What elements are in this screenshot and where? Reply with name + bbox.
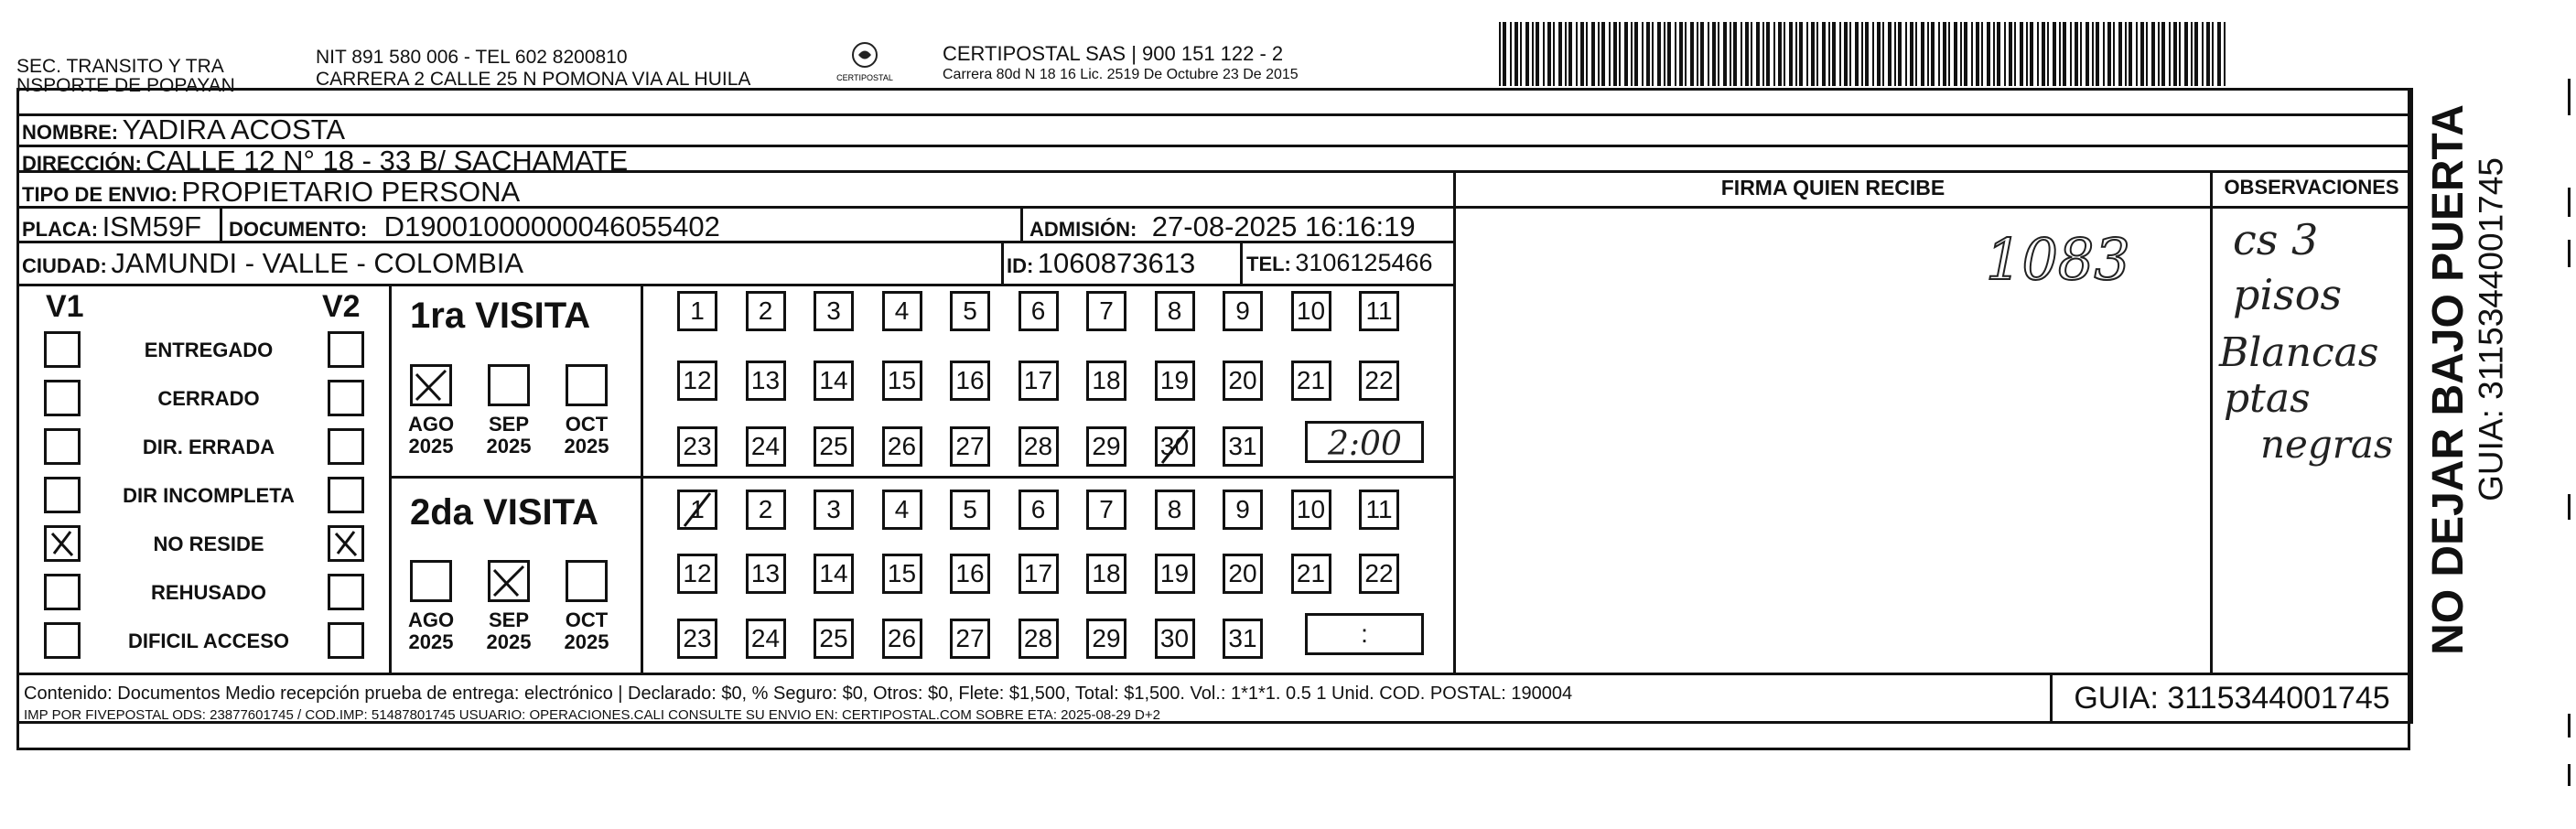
barcode-bar	[1872, 22, 1874, 86]
second-visit-day-21[interactable]: 21	[1291, 554, 1331, 594]
logo-text: CERTIPOSTAL	[836, 73, 893, 82]
obs-line-4: ptas	[2224, 375, 2311, 422]
id-label: ID:	[1007, 254, 1034, 277]
barcode-bar	[1762, 22, 1764, 86]
barcode-bar	[1543, 22, 1545, 86]
name-row	[22, 115, 345, 144]
barcode-bar	[1964, 22, 1967, 86]
barcode-bar	[2129, 22, 2132, 86]
barcode-bar	[1598, 22, 1600, 86]
second-visit-day-19[interactable]: 19	[1155, 554, 1195, 594]
v2-checkbox-cerrado[interactable]	[328, 380, 364, 416]
barcode-bar	[1723, 22, 1727, 86]
first-visit-day-26[interactable]: 26	[882, 426, 922, 467]
barcode-bar	[1938, 22, 1940, 86]
barcode-bar	[1861, 22, 1863, 86]
barcode-bar	[1631, 22, 1633, 86]
second-visit-day-26[interactable]: 26	[882, 619, 922, 659]
sender-line1: SEC. TRANSITO Y TRA	[16, 56, 224, 77]
city-label: CIUDAD:	[22, 254, 107, 277]
v1-checkbox-rehusado[interactable]	[44, 574, 81, 610]
observations-label: OBSERVACIONES	[2224, 176, 2399, 199]
status-label-rehusado: REHUSADO	[151, 581, 266, 604]
second-visit-day-20[interactable]: 20	[1223, 554, 1263, 594]
status-label-cerrado: CERRADO	[157, 387, 260, 410]
obs-line-1: cs 3	[2233, 215, 2319, 264]
v1-checkbox-entregado[interactable]	[44, 331, 81, 368]
barcode-bar	[2173, 22, 2177, 86]
admission-value: 27-08-2025 16:16:19	[1151, 210, 1416, 242]
first-visit-time: 2:00	[1328, 425, 1402, 460]
barcode-bar	[1855, 22, 1859, 86]
second-visit-day-27[interactable]: 27	[950, 619, 990, 659]
barcode-bar	[1894, 22, 1896, 86]
obs-line-2: pisos	[2233, 270, 2343, 319]
barcode-bar	[1576, 22, 1578, 86]
barcode-bar	[1931, 22, 1935, 86]
v2-checkbox-dificil-acceso[interactable]	[328, 622, 364, 659]
first-visit-day-8[interactable]: 8	[1155, 291, 1195, 331]
barcode-bar	[2191, 22, 2193, 86]
first-visit-month-sep-box[interactable]	[488, 364, 530, 406]
second-visit-month-ago-box[interactable]	[410, 560, 452, 602]
barcode-bar	[1525, 22, 1529, 86]
barcode-bar	[1927, 22, 1929, 86]
document-label: DOCUMENTO:	[229, 218, 368, 241]
second-visit-day-1[interactable]: 1	[677, 490, 717, 530]
barcode-bar	[1718, 22, 1719, 86]
first-visit-day-11[interactable]: 11	[1359, 291, 1399, 331]
second-visit-day-31[interactable]: 31	[1223, 619, 1263, 659]
first-visit-day-1[interactable]: 1	[677, 291, 717, 331]
first-visit-day-21[interactable]: 21	[1291, 361, 1331, 401]
barcode-bar	[2184, 22, 2188, 86]
barcode-bar	[1943, 22, 1946, 86]
v2-label: V2	[322, 289, 361, 324]
first-visit-day-27[interactable]: 27	[950, 426, 990, 467]
barcode-bar	[1685, 22, 1687, 86]
plate-value: ISM59F	[102, 210, 202, 242]
second-visit-day-22[interactable]: 22	[1359, 554, 1399, 594]
v1-checkbox-dir-errada[interactable]	[44, 428, 81, 465]
second-visit-day-8[interactable]: 8	[1155, 490, 1195, 530]
barcode-bar	[2158, 22, 2160, 86]
barcode-bar	[1536, 22, 1539, 86]
barcode-bar	[1773, 22, 1775, 86]
first-visit-day-19[interactable]: 19	[1155, 361, 1195, 401]
first-visit-day-16[interactable]: 16	[950, 361, 990, 401]
barcode-bar	[2042, 22, 2045, 86]
barcode-bar	[2096, 22, 2099, 86]
second-visit-month-oct-label: OCT 2025	[564, 608, 609, 654]
id-value: 1060873613	[1037, 247, 1196, 279]
barcode-bar	[2146, 22, 2148, 86]
first-visit-month-ago-label: AGO 2025	[407, 413, 455, 458]
barcode-bar	[2179, 22, 2181, 86]
barcode-bar	[2075, 22, 2078, 86]
first-visit-day-7[interactable]: 7	[1086, 291, 1126, 331]
barcode-bar	[1712, 22, 1716, 86]
second-visit-day-24[interactable]: 24	[746, 619, 786, 659]
barcode-bar	[2194, 22, 2198, 86]
barcode-bar	[2014, 22, 2016, 86]
address-label: DIRECCIÓN:	[22, 152, 142, 175]
signature-text: 1083	[1986, 226, 2130, 293]
barcode-bar	[1816, 22, 1818, 86]
barcode-bar	[1898, 22, 1902, 86]
first-visit-day-10[interactable]: 10	[1291, 291, 1331, 331]
barcode-bar	[1646, 22, 1650, 86]
barcode-bar	[1865, 22, 1869, 86]
admission-label: ADMISIÓN:	[1029, 218, 1137, 241]
first-visit-time-box[interactable]	[1305, 421, 1424, 463]
barcode-bar	[1756, 22, 1760, 86]
city-row	[22, 249, 523, 277]
barcode-bar	[1601, 22, 1605, 86]
barcode-bar	[1822, 22, 1826, 86]
barcode-bar	[1784, 22, 1785, 86]
document-value: D19001000000046055402	[383, 210, 720, 242]
second-visit-day-28[interactable]: 28	[1019, 619, 1059, 659]
barcode-bar	[2070, 22, 2072, 86]
barcode-bar	[1520, 22, 1522, 86]
v1-checkbox-cerrado[interactable]	[44, 380, 81, 416]
barcode-bar	[2080, 22, 2082, 86]
company-address: Carrera 80d N 18 16 Lic. 2519 De Octubre 23 De 2015	[943, 67, 1299, 82]
plate-row	[22, 212, 201, 241]
barcode-bar	[1553, 22, 1555, 86]
admission-row	[1029, 212, 1416, 241]
barcode-bar	[1993, 22, 1995, 86]
first-visit-day-29[interactable]: 29	[1086, 426, 1126, 467]
second-visit-time-box[interactable]: :	[1305, 613, 1424, 655]
status-label-dir-incompleta: DIR INCOMPLETA	[123, 484, 295, 507]
side-guia	[2471, 101, 2512, 659]
second-visit-title: 2da VISITA	[410, 492, 598, 533]
barcode-bar	[2063, 22, 2066, 86]
second-visit-day-7[interactable]: 7	[1086, 490, 1126, 530]
tel-label: TEL:	[1246, 253, 1291, 275]
barcode-bar	[2026, 22, 2028, 86]
second-visit-day-10[interactable]: 10	[1291, 490, 1331, 530]
first-visit-day-5[interactable]: 5	[950, 291, 990, 331]
first-visit-day-31[interactable]: 31	[1223, 426, 1263, 467]
barcode-bar	[1795, 22, 1797, 86]
barcode-bar	[1499, 22, 1501, 86]
handwritten-signature	[1977, 215, 2178, 297]
second-visit-day-17[interactable]: 17	[1019, 554, 1059, 594]
first-visit-day-25[interactable]: 25	[814, 426, 854, 467]
v2-checkbox-dir-incompleta[interactable]	[328, 477, 364, 513]
barcode-bar	[1839, 22, 1841, 86]
nit-line: NIT 891 580 006 - TEL 602 8200810	[316, 47, 628, 68]
barcode-bar	[2103, 22, 2105, 86]
signature-label: FIRMA QUIEN RECIBE	[1720, 176, 1945, 199]
barcode-bar	[1690, 22, 1694, 86]
barcode-bar	[1700, 22, 1704, 86]
second-visit-day-15[interactable]: 15	[882, 554, 922, 594]
v1-checkbox-dificil-acceso[interactable]	[44, 622, 81, 659]
second-visit-day-29[interactable]: 29	[1086, 619, 1126, 659]
second-visit-day-11[interactable]: 11	[1359, 490, 1399, 530]
barcode-bar	[1954, 22, 1957, 86]
first-visit-day-24[interactable]: 24	[746, 426, 786, 467]
barcode-bar	[1789, 22, 1793, 86]
barcode-bar	[1609, 22, 1611, 86]
barcode-bar	[1679, 22, 1683, 86]
first-visit-month-oct-box[interactable]	[566, 364, 608, 406]
v1-label: V1	[46, 289, 84, 324]
first-visit-month-oct-label: OCT 2025	[564, 413, 609, 458]
v2-checkbox-entregado[interactable]	[328, 331, 364, 368]
barcode-bar	[1733, 22, 1737, 86]
address-value: CALLE 12 N° 18 - 33 B/ SACHAMATE	[146, 145, 629, 177]
second-visit-month-sep-label: SEP 2025	[486, 608, 532, 654]
barcode-bar	[1828, 22, 1830, 86]
first-visit-day-14[interactable]: 14	[814, 361, 854, 401]
barcode-bar	[1960, 22, 1962, 86]
barcode-bar	[2004, 22, 2006, 86]
barcode-bar	[1811, 22, 1815, 86]
barcode-bar	[1730, 22, 1731, 86]
barcode-bar	[2224, 22, 2226, 86]
barcode-bar	[2107, 22, 2111, 86]
barcode-bar	[2151, 22, 2155, 86]
footer-imp: IMP POR FIVEPOSTAL ODS: 23877601745 / COD.IMP: 51487801745 USUARIO: OPERACIONES.CALI CONSULTE SU ENVIO EN: CERTIPOSTAL.COM SOBRE ETA: 2025-08-29 D+2	[24, 707, 1160, 723]
barcode-bar	[1667, 22, 1671, 86]
v1-checkbox-dir-incompleta[interactable]	[44, 477, 81, 513]
barcode-bar	[1905, 22, 1907, 86]
tel-value: 3106125466	[1295, 249, 1433, 276]
footer-guia: GUIA: 3115344001745	[2074, 681, 2390, 716]
barcode-bar	[1613, 22, 1617, 86]
barcode-bar	[2030, 22, 2033, 86]
first-visit-day-13[interactable]: 13	[746, 361, 786, 401]
barcode-bar	[1910, 22, 1913, 86]
second-visit-day-16[interactable]: 16	[950, 554, 990, 594]
barcode-bar	[1745, 22, 1749, 86]
barcode-bar	[1514, 22, 1518, 86]
barcode-bar	[2009, 22, 2012, 86]
second-visit-day-13[interactable]: 13	[746, 554, 786, 594]
barcode-bar	[1510, 22, 1512, 86]
barcode-bar	[1987, 22, 1990, 86]
barcode-bar	[1642, 22, 1644, 86]
side-warning	[2421, 101, 2476, 659]
barcode	[1499, 22, 2231, 86]
barcode-bar	[1586, 22, 1588, 86]
certipostal-logo	[828, 40, 901, 92]
side-guia-text: GUIA: 3115344001745	[2472, 157, 2510, 501]
second-visit-day-12[interactable]: 12	[677, 554, 717, 594]
second-visit-day-23[interactable]: 23	[677, 619, 717, 659]
sender-line2: NSPORTE DE POPAYAN	[16, 75, 235, 96]
barcode-bar	[2059, 22, 2061, 86]
barcode-bar	[1915, 22, 1917, 86]
first-visit-title: 1ra VISITA	[410, 296, 591, 336]
barcode-bar	[2202, 22, 2204, 86]
v2-checkbox-no-reside[interactable]	[328, 525, 364, 562]
v2-checkbox-dir-errada[interactable]	[328, 428, 364, 465]
type-row	[22, 178, 520, 206]
id-row	[1007, 249, 1195, 277]
footer-content: Contenido: Documentos Medio recepción prueba de entrega: electrónico | Declarado: $0, % Seguro: $0, Otros: $0, Flete: $1,500, Total: $1,500. Vol.: 1*1*1. 0.5 1 Unid. COD. POSTAL: 190004	[24, 684, 1573, 704]
second-visit-month-ago-label: AGO 2025	[407, 608, 455, 654]
barcode-bar	[2206, 22, 2210, 86]
address-line: CARRERA 2 CALLE 25 N POMONA VIA AL HUILA	[316, 69, 751, 90]
barcode-bar	[1948, 22, 1950, 86]
barcode-bar	[1657, 22, 1661, 86]
second-visit-day-6[interactable]: 6	[1019, 490, 1059, 530]
first-visit-day-28[interactable]: 28	[1019, 426, 1059, 467]
barcode-bar	[2053, 22, 2056, 86]
barcode-bar	[1832, 22, 1836, 86]
status-label-dir-errada: DIR. ERRADA	[142, 436, 275, 458]
barcode-bar	[1741, 22, 1742, 86]
address-row	[22, 146, 628, 175]
barcode-bar	[2092, 22, 2094, 86]
tel-row	[1246, 251, 1433, 275]
barcode-bar	[1888, 22, 1892, 86]
type-value: PROPIETARIO PERSONA	[181, 176, 521, 208]
status-label-no-reside: NO RESIDE	[153, 533, 264, 555]
barcode-bar	[1675, 22, 1676, 86]
barcode-bar	[1877, 22, 1881, 86]
barcode-bar	[2136, 22, 2138, 86]
city-value: JAMUNDI - VALLE - COLOMBIA	[111, 247, 524, 279]
second-visit-day-2[interactable]: 2	[746, 490, 786, 530]
first-visit-day-6[interactable]: 6	[1019, 291, 1059, 331]
barcode-bar	[2125, 22, 2127, 86]
second-visit-day-30[interactable]: 30	[1155, 619, 1195, 659]
barcode-bar	[2118, 22, 2122, 86]
barcode-bar	[2047, 22, 2049, 86]
first-visit-day-17[interactable]: 17	[1019, 361, 1059, 401]
barcode-bar	[1844, 22, 1848, 86]
status-label-dificil-acceso: DIFICIL ACCESO	[127, 630, 289, 652]
barcode-bar	[2086, 22, 2089, 86]
handwritten-observations	[2215, 210, 2407, 476]
name-label: NOMBRE:	[22, 121, 119, 144]
company-line: CERTIPOSTAL SAS | 900 151 122 - 2	[943, 42, 1284, 65]
barcode-bar	[1634, 22, 1638, 86]
first-visit-day-3[interactable]: 3	[814, 291, 854, 331]
barcode-bar	[1652, 22, 1654, 86]
barcode-bar	[1568, 22, 1572, 86]
first-visit-day-2[interactable]: 2	[746, 291, 786, 331]
name-value: YADIRA ACOSTA	[122, 113, 346, 145]
first-visit-day-30[interactable]: 30	[1155, 426, 1195, 467]
v2-checkbox-rehusado[interactable]	[328, 574, 364, 610]
barcode-bar	[1591, 22, 1595, 86]
barcode-bar	[2169, 22, 2171, 86]
barcode-bar	[2212, 22, 2214, 86]
second-visit-day-3[interactable]: 3	[814, 490, 854, 530]
barcode-bar	[1558, 22, 1562, 86]
barcode-bar	[1806, 22, 1808, 86]
barcode-bar	[1708, 22, 1709, 86]
second-visit-day-14[interactable]: 14	[814, 554, 854, 594]
status-label-entregado: ENTREGADO	[144, 339, 274, 361]
type-label: TIPO DE ENVIO:	[22, 183, 178, 206]
barcode-bar	[1547, 22, 1551, 86]
document-row	[229, 212, 720, 241]
barcode-bar	[2020, 22, 2023, 86]
barcode-bar	[1921, 22, 1924, 86]
barcode-bar	[1849, 22, 1851, 86]
v1-checkbox-no-reside[interactable]	[44, 525, 81, 562]
obs-line-3: Blancas	[2219, 329, 2379, 376]
barcode-bar	[1580, 22, 1584, 86]
second-visit-month-sep-box[interactable]	[488, 560, 530, 602]
barcode-bar	[1882, 22, 1884, 86]
barcode-bar	[1503, 22, 1506, 86]
second-visit-day-18[interactable]: 18	[1086, 554, 1126, 594]
barcode-bar	[1997, 22, 2000, 86]
obs-line-5: negras	[2260, 422, 2394, 467]
first-visit-day-4[interactable]: 4	[882, 291, 922, 331]
barcode-bar	[1532, 22, 1534, 86]
barcode-bar	[1981, 22, 1983, 86]
first-visit-day-18[interactable]: 18	[1086, 361, 1126, 401]
second-visit-month-oct-box[interactable]	[566, 560, 608, 602]
second-visit-day-9[interactable]: 9	[1223, 490, 1263, 530]
barcode-bar	[1799, 22, 1803, 86]
barcode-bar	[1619, 22, 1621, 86]
first-visit-day-23[interactable]: 23	[677, 426, 717, 467]
barcode-bar	[1976, 22, 1979, 86]
plate-label: PLACA:	[22, 218, 99, 241]
second-visit-day-5[interactable]: 5	[950, 490, 990, 530]
first-visit-day-22[interactable]: 22	[1359, 361, 1399, 401]
barcode-bar	[1751, 22, 1752, 86]
first-visit-month-sep-label: SEP 2025	[486, 413, 532, 458]
barcode-bar	[2140, 22, 2144, 86]
barcode-bar	[1624, 22, 1628, 86]
barcode-bar	[2037, 22, 2039, 86]
barcode-bar	[1565, 22, 1567, 86]
first-visit-day-12[interactable]: 12	[677, 361, 717, 401]
barcode-bar	[2217, 22, 2221, 86]
barcode-bar	[2113, 22, 2115, 86]
first-visit-day-20[interactable]: 20	[1223, 361, 1263, 401]
barcode-bar	[1971, 22, 1973, 86]
no-dejar-text: NO DEJAR BAJO PUERTA	[2424, 104, 2473, 655]
second-visit-day-25[interactable]: 25	[814, 619, 854, 659]
first-visit-month-ago-box[interactable]	[410, 364, 452, 406]
first-visit-day-15[interactable]: 15	[882, 361, 922, 401]
first-visit-day-9[interactable]: 9	[1223, 291, 1263, 331]
barcode-bar	[2161, 22, 2165, 86]
second-visit-day-4[interactable]: 4	[882, 490, 922, 530]
barcode-bar	[1664, 22, 1665, 86]
barcode-bar	[1697, 22, 1698, 86]
barcode-bar	[1778, 22, 1782, 86]
barcode-bar	[1766, 22, 1770, 86]
